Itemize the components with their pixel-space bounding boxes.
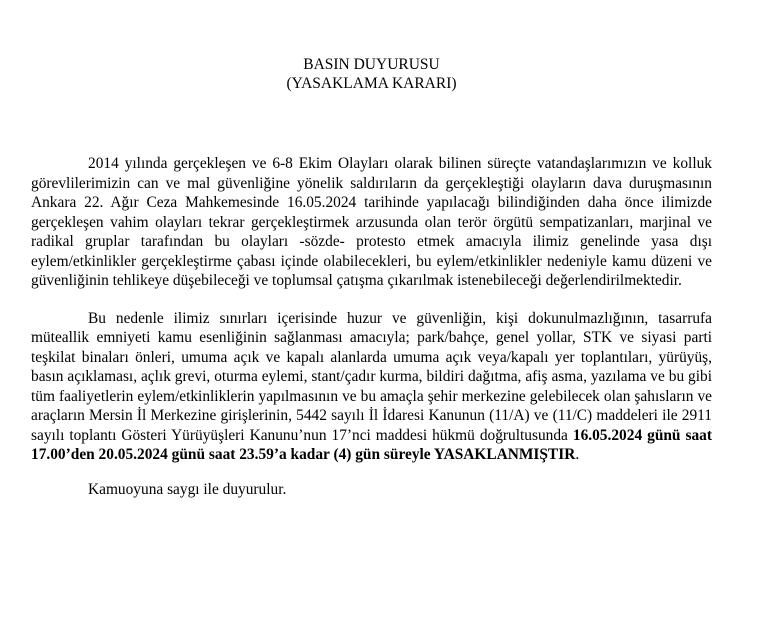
paragraph-decision xyxy=(31,309,712,465)
press-release-document xyxy=(31,55,712,499)
title-subtitle: (YASAKLAMA KARARI) xyxy=(286,75,457,92)
title-main: BASIN DUYURUSU xyxy=(303,56,440,73)
document-title xyxy=(31,55,712,93)
paragraph-background-text: 2014 yılında gerçekleşen ve 6-8 Ekim Olayları olarak bilinen süreçte vatandaşlarımızın ve kolluk görevlilerimizin can ve mal güvenliğine yönelik saldırıların da gerçekleştiği olayların dava duruşmasının Ankara 22. Ağır Ceza Mahkemesinde 16.05.2024 tarihinde yapılacağı bilindiğinden daha önce ilimizde gerçekleşen vahim olayları tekrar gerçekleştirmek arzusunda olan terör örgütü sempatizanları, marjinal ve radikal gruplar tarafından bu olayları -sözde- protesto etmek amacıyla ilimiz genelinde yasa dışı eylem/etkinlikler gerçekleştirme çabası içinde olabilecekleri, bu eylem/etkinlikler nedeniyle kamu düzeni ve güvenliğinin tehlikeye düşebileceği ve toplumsal çatışma çıkarılmak istenebileceği değerlendirilmektedir. xyxy=(31,155,712,289)
paragraph-closing-text: Kamuoyuna saygı ile duyurulur. xyxy=(88,480,287,498)
paragraph-background xyxy=(31,154,712,291)
paragraph-decision-text: Bu nedenle ilimiz sınırları içerisinde huzur ve güvenliğin, kişi dokunulmazlığının, tasarrufa müteallik emniyeti kamu esenliğinin sağlanması amacıyla; park/bahçe, genel yollar, STK ve siyasi parti teşkilat binaları önleri, umuma açık ve kapalı alanlarda umuma açık veya/kapalı yer toplantıları, yürüyüş, basın açıklaması, açlık grevi, oturma eylemi, stant/çadır kurma, bildiri dağıtma, afiş asma, yazılama ve bu gibi tüm faaliyetlerin eylem/etkinliklerin yapılmasının ve bu amaçla şehir merkezine gelebilecek olan şahısların ve araçların Mersin İl Merkezine girişlerinin, 5442 sayılı İl İdaresi Kanunun (11/A) ve (11/C) maddeleri ile 2911 sayılı toplantı Gösteri Yürüyüşleri Kanunu’nun 17’nci maddesi hükmü doğrultusunda xyxy=(31,309,712,444)
paragraph-decision-end: . xyxy=(575,446,580,463)
paragraph-closing xyxy=(31,480,712,500)
ban-period-bold-text: 16.05.2024 günü saat 17.00’den 20.05.2024 günü saat 23.59’a kadar (4) gün süreyle YASAKLANMIŞTIR xyxy=(31,426,712,463)
